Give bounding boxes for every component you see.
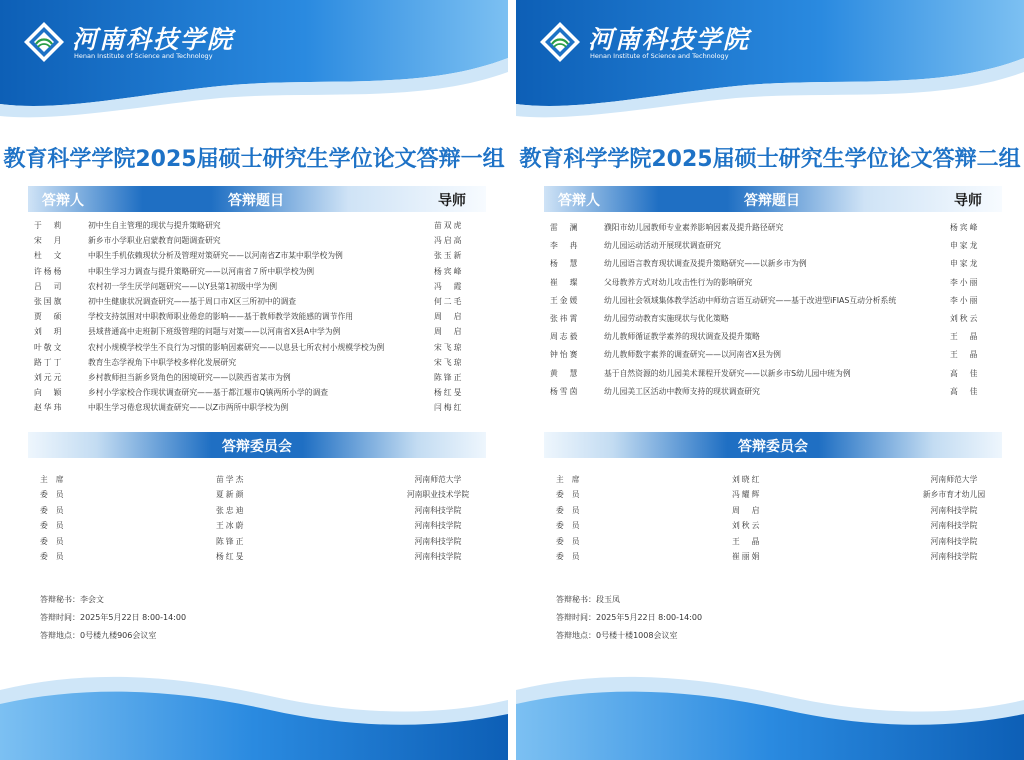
advisor-name: 申家龙: [950, 259, 980, 269]
poster-group-2: [516, 0, 1024, 760]
advisor-name: 杨宾峰: [950, 223, 980, 232]
advisor-name: 冯 霞: [434, 281, 464, 291]
defense-row: [28, 250, 486, 265]
student-name: 雷 澜: [550, 223, 580, 232]
member-role: 委员: [40, 490, 72, 500]
advisor-name: 苗双虎: [434, 221, 464, 230]
school-name-cn: 河南科技学院: [588, 25, 751, 54]
member-name: 杨红旻: [216, 551, 246, 561]
committee-member: [544, 551, 1002, 566]
header-advisor: 导师: [438, 193, 466, 209]
thesis-topic: 初中生健康状况调查研究——基于周口市X区三所初中的调查: [88, 296, 297, 306]
member-name: 苗学杰: [216, 475, 246, 484]
defense-row: [544, 313, 1002, 331]
committee-member: [544, 520, 1002, 535]
member-role: 主席: [40, 475, 72, 484]
thesis-topic: 幼儿园社会领域集体教学活动中师幼言语互动研究——基于改进型iFIAS互动分析系统: [604, 295, 897, 305]
advisor-name: 周 启: [434, 312, 464, 322]
member-affiliation: 河南科技学院: [414, 551, 462, 561]
defense-location: 答辩地点：0号楼十楼1008会议室: [556, 631, 678, 640]
advisor-name: 陈锋正: [434, 372, 464, 382]
advisor-name: 张玉新: [434, 251, 464, 261]
advisor-name: 宋飞琼: [434, 357, 464, 367]
defense-row: [28, 235, 486, 250]
member-name: 刘秋云: [732, 521, 762, 531]
committee-member: [28, 536, 486, 551]
thesis-topic: 幼儿教师循证教学素养的现状调查及提升策略: [604, 332, 760, 342]
member-affiliation: 河南师范大学: [414, 475, 462, 484]
committee-header: [544, 432, 1002, 458]
defense-row: [28, 266, 486, 281]
advisor-name: 李小丽: [950, 295, 980, 305]
member-name: 刘晓红: [732, 475, 762, 484]
column-header: [544, 186, 1002, 212]
committee-member: [28, 489, 486, 504]
advisor-name: 高 佳: [950, 386, 980, 396]
committee-member: [544, 489, 1002, 504]
student-name: 路丁丁: [34, 357, 64, 367]
member-affiliation: 河南科技学院: [414, 521, 462, 531]
advisor-name: 高 佳: [950, 368, 980, 378]
advisor-name: 周 启: [434, 327, 464, 337]
member-affiliation: 河南科技学院: [930, 505, 978, 515]
member-role: 主席: [556, 475, 588, 484]
defense-row: [28, 220, 486, 235]
member-role: 委员: [40, 505, 72, 515]
poster-title: 教育科学学院2025届硕士研究生学位论文答辩一组: [3, 147, 505, 172]
member-name: 崔丽娟: [732, 551, 762, 561]
defense-row: [28, 387, 486, 402]
advisor-name: 王 晶: [950, 350, 980, 360]
thesis-topic: 县域普通高中走班制下班级管理的问题与对策——以河南省X县A中学为例: [88, 327, 341, 337]
advisor-name: 宋飞琼: [434, 342, 464, 352]
committee-member: [28, 551, 486, 566]
thesis-topic: 农村小规模学校学生不良行为习惯的影响因素研究——以息县七所农村小规模学校为例: [88, 342, 385, 352]
school-logo: [538, 18, 838, 68]
thesis-topic: 学校支持氛围对中职教师职业倦怠的影响——基于教师教学效能感的调节作用: [88, 312, 354, 322]
thesis-topic: 父母教养方式对幼儿攻击性行为的影响研究: [604, 277, 753, 287]
student-name: 李 冉: [550, 241, 580, 251]
school-emblem-icon: [538, 20, 582, 64]
member-role: 委员: [556, 490, 588, 500]
member-role: 委员: [40, 536, 72, 546]
advisor-name: 闫梅红: [434, 403, 464, 413]
defense-row: [544, 222, 1002, 240]
defense-row: [544, 277, 1002, 295]
defense-row: [544, 368, 1002, 386]
member-role: 委员: [40, 521, 72, 531]
advisor-name: 杨红旻: [434, 388, 464, 398]
defense-row: [28, 357, 486, 372]
member-role: 委员: [556, 551, 588, 561]
school-emblem-icon: [22, 20, 66, 64]
member-affiliation: 新乡市育才幼儿园: [922, 490, 986, 500]
defense-time: 答辩时间：2025年5月22日 8:00-14:00: [556, 613, 703, 622]
student-name: 崔 璨: [550, 277, 580, 287]
advisor-name: 冯启高: [434, 236, 464, 246]
defense-row: [544, 295, 1002, 313]
student-name: 张国旗: [34, 296, 64, 306]
thesis-topic: 乡村小学家校合作现状调查研究——基于都江堰市Q镇两所小学的调查: [88, 388, 329, 398]
thesis-topic: 初中生自主管理的现状与提升策略研究: [88, 221, 221, 230]
advisor-name: 刘秋云: [950, 313, 980, 323]
student-name: 杨雪茵: [550, 386, 580, 396]
member-name: 陈锋正: [216, 536, 246, 546]
defense-row: [544, 386, 1002, 404]
defense-row: [28, 372, 486, 387]
header-student: 答辩人: [42, 193, 84, 209]
defense-row: [544, 240, 1002, 258]
member-role: 委员: [40, 551, 72, 561]
committee-member: [544, 474, 1002, 489]
defense-info: [556, 594, 702, 648]
student-name: 周志毅: [550, 332, 580, 342]
member-role: 委员: [556, 521, 588, 531]
thesis-topic: 幼儿教师数字素养的调查研究——以河南省X县为例: [604, 350, 781, 360]
defense-row: [28, 281, 486, 296]
defense-row: [28, 296, 486, 311]
member-name: 冯耀辉: [732, 490, 762, 500]
member-affiliation: 河南科技学院: [930, 521, 978, 531]
member-name: 张忠迪: [216, 505, 246, 515]
committee-member: [544, 505, 1002, 520]
committee-title: 答辩委员会: [222, 439, 292, 455]
school-name-en: Henan Institute of Science and Technology: [590, 52, 729, 60]
member-affiliation: 河南科技学院: [414, 536, 462, 546]
committee-member: [28, 474, 486, 489]
student-name: 赵华玮: [34, 403, 64, 413]
defense-row: [28, 342, 486, 357]
thesis-topic: 乡村教师担当新乡贤角色的困境研究——以陕西省某市为例: [88, 372, 291, 382]
student-name: 杜 文: [34, 251, 64, 261]
student-name: 叶敬文: [34, 342, 64, 352]
student-name: 王金媛: [550, 295, 580, 305]
column-header: [28, 186, 486, 212]
student-name: 贾 硕: [34, 312, 64, 322]
defense-row: [28, 326, 486, 341]
student-name: 宋 月: [34, 236, 64, 246]
student-name: 张祎霄: [550, 313, 580, 323]
thesis-topic: 濮阳市幼儿园教师专业素养影响因素及提升路径研究: [604, 223, 784, 232]
defense-row: [28, 311, 486, 326]
defense-list: [544, 222, 1002, 404]
member-name: 周 启: [732, 505, 762, 515]
thesis-topic: 教育生态学视角下中职学校多样化发展研究: [88, 357, 237, 367]
defense-location: 答辩地点：0号楼九楼906会议室: [40, 631, 157, 640]
thesis-topic: 幼儿园语言教育现状调查及提升策略研究——以新乡市为例: [604, 259, 807, 269]
student-name: 杨 慧: [550, 259, 580, 269]
header-topic: 答辩题目: [744, 193, 800, 209]
member-name: 夏新颜: [216, 490, 246, 500]
thesis-topic: 幼儿园美工区活动中教师支持的现状调查研究: [604, 386, 760, 396]
member-affiliation: 河南科技学院: [930, 536, 978, 546]
member-role: 委员: [556, 536, 588, 546]
thesis-topic: 新乡市小学职业启蒙教育问题调查研究: [88, 236, 221, 246]
defense-row: [544, 258, 1002, 276]
member-name: 王冰蔚: [216, 521, 246, 531]
student-name: 许杨杨: [34, 266, 64, 276]
poster-group-1: [0, 0, 508, 760]
school-name-cn: 河南科技学院: [72, 25, 235, 54]
student-name: 刘 玥: [34, 327, 64, 337]
defense-secretary: 答辩秘书：段玉凤: [556, 595, 620, 604]
student-name: 钟怡赛: [550, 350, 580, 360]
committee-member: [28, 505, 486, 520]
poster-title: 教育科学学院2025届硕士研究生学位论文答辩二组: [519, 147, 1021, 172]
thesis-topic: 中职生学习倦怠现状调查研究——以Z市两所中职学校为例: [88, 403, 289, 413]
member-affiliation: 河南科技学院: [930, 551, 978, 561]
thesis-topic: 幼儿园运动活动开展现状调查研究: [604, 241, 721, 251]
student-name: 于 莉: [34, 221, 64, 230]
advisor-name: 申家龙: [950, 241, 980, 251]
member-affiliation: 河南科技学院: [414, 505, 462, 515]
thesis-topic: 基于自然资源的幼儿园美术课程开发研究——以新乡市S幼儿园中班为例: [604, 368, 851, 378]
advisor-name: 杨宾峰: [434, 266, 464, 276]
thesis-topic: 农村初一学生厌学问题研究——以Y县第1初级中学为例: [88, 281, 278, 291]
thesis-topic: 幼儿园劳动教育实施现状与优化策略: [604, 313, 729, 323]
advisor-name: 李小丽: [950, 277, 980, 287]
advisor-name: 王 晶: [950, 332, 980, 342]
student-name: 刘元元: [34, 372, 64, 382]
defense-secretary: 答辩秘书：李会文: [40, 595, 104, 604]
committee-member: [544, 536, 1002, 551]
defense-row: [544, 349, 1002, 367]
student-name: 吕 司: [34, 281, 64, 291]
committee-title: 答辩委员会: [738, 439, 808, 455]
member-name: 王 晶: [732, 536, 762, 546]
committee-header: [28, 432, 486, 458]
header-advisor: 导师: [954, 193, 982, 209]
committee-list: [28, 474, 486, 566]
header-topic: 答辩题目: [228, 193, 284, 209]
committee-list: [544, 474, 1002, 566]
member-role: 委员: [556, 505, 588, 515]
committee-member: [28, 520, 486, 535]
thesis-topic: 中职生学习力调查与提升策略研究——以河南省７所中职学校为例: [88, 266, 315, 276]
thesis-topic: 中职生手机依赖现状分析及管理对策研究——以河南省Z市某中职学校为例: [88, 251, 343, 261]
defense-time: 答辩时间：2025年5月22日 8:00-14:00: [40, 613, 187, 622]
advisor-name: 何二毛: [434, 296, 464, 306]
defense-row: [28, 402, 486, 417]
header-student: 答辩人: [558, 193, 600, 209]
member-affiliation: 河南师范大学: [930, 475, 978, 484]
defense-row: [544, 331, 1002, 349]
school-logo: [22, 18, 322, 68]
defense-list: [28, 220, 486, 417]
defense-info: [40, 594, 186, 648]
member-affiliation: 河南职业技术学院: [406, 490, 470, 500]
student-name: 黄 慧: [550, 368, 580, 378]
school-name-en: Henan Institute of Science and Technology: [74, 52, 213, 60]
student-name: 向 颖: [34, 388, 64, 398]
